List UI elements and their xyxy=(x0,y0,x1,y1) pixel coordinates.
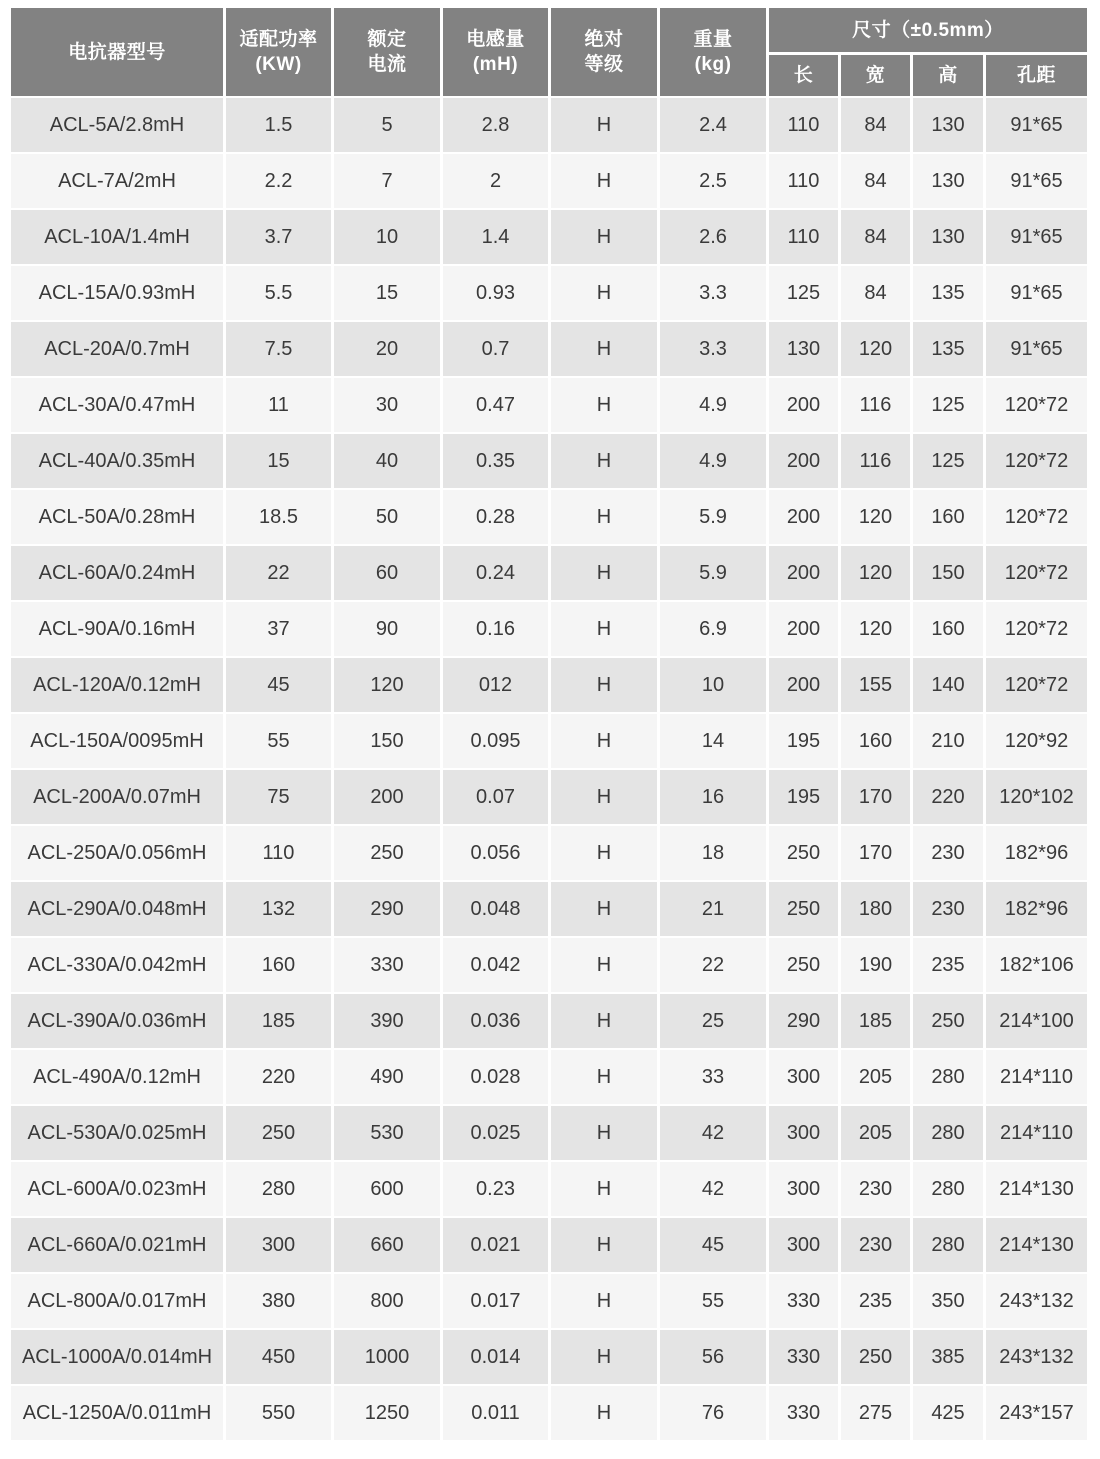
cell-hole-spacing: 214*100 xyxy=(986,994,1087,1048)
cell-length: 200 xyxy=(769,378,838,432)
cell-model: ACL-40A/0.35mH xyxy=(11,434,223,488)
cell-hole-spacing: 120*72 xyxy=(986,378,1087,432)
cell-inductance: 0.036 xyxy=(443,994,548,1048)
cell-insulation: H xyxy=(551,1050,657,1104)
cell-model: ACL-150A/0095mH xyxy=(11,714,223,768)
cell-current: 40 xyxy=(334,434,440,488)
cell-power: 185 xyxy=(226,994,331,1048)
cell-height: 160 xyxy=(913,602,983,656)
cell-length: 200 xyxy=(769,434,838,488)
cell-width: 205 xyxy=(841,1050,910,1104)
cell-insulation: H xyxy=(551,826,657,880)
cell-height: 130 xyxy=(913,154,983,208)
cell-power: 11 xyxy=(226,378,331,432)
cell-hole-spacing: 120*72 xyxy=(986,490,1087,544)
cell-power: 2.2 xyxy=(226,154,331,208)
cell-width: 235 xyxy=(841,1274,910,1328)
cell-length: 200 xyxy=(769,602,838,656)
cell-length: 110 xyxy=(769,154,838,208)
cell-height: 385 xyxy=(913,1330,983,1384)
cell-insulation: H xyxy=(551,434,657,488)
cell-insulation: H xyxy=(551,1330,657,1384)
cell-current: 90 xyxy=(334,602,440,656)
cell-power: 5.5 xyxy=(226,266,331,320)
cell-power: 22 xyxy=(226,546,331,600)
cell-hole-spacing: 214*110 xyxy=(986,1050,1087,1104)
cell-weight: 5.9 xyxy=(660,546,766,600)
cell-model: ACL-330A/0.042mH xyxy=(11,938,223,992)
cell-length: 300 xyxy=(769,1050,838,1104)
cell-weight: 10 xyxy=(660,658,766,712)
cell-insulation: H xyxy=(551,490,657,544)
cell-length: 195 xyxy=(769,770,838,824)
cell-hole-spacing: 91*65 xyxy=(986,266,1087,320)
cell-height: 350 xyxy=(913,1274,983,1328)
cell-current: 20 xyxy=(334,322,440,376)
cell-width: 275 xyxy=(841,1386,910,1440)
header-dimensions xyxy=(769,8,1087,52)
cell-model: ACL-660A/0.021mH xyxy=(11,1218,223,1272)
cell-current: 250 xyxy=(334,826,440,880)
cell-hole-spacing: 182*96 xyxy=(986,826,1087,880)
cell-current: 600 xyxy=(334,1162,440,1216)
cell-power: 45 xyxy=(226,658,331,712)
cell-inductance: 0.014 xyxy=(443,1330,548,1384)
cell-current: 7 xyxy=(334,154,440,208)
cell-hole-spacing: 120*72 xyxy=(986,546,1087,600)
cell-power: 280 xyxy=(226,1162,331,1216)
cell-inductance: 0.24 xyxy=(443,546,548,600)
header-width-label: 宽 xyxy=(865,65,886,86)
header-length xyxy=(769,55,838,96)
cell-power: 110 xyxy=(226,826,331,880)
cell-length: 125 xyxy=(769,266,838,320)
cell-current: 290 xyxy=(334,882,440,936)
cell-power: 75 xyxy=(226,770,331,824)
cell-width: 155 xyxy=(841,658,910,712)
cell-current: 800 xyxy=(334,1274,440,1328)
cell-current: 5 xyxy=(334,98,440,152)
cell-width: 84 xyxy=(841,98,910,152)
cell-insulation: H xyxy=(551,882,657,936)
cell-weight: 45 xyxy=(660,1218,766,1272)
cell-model: ACL-20A/0.7mH xyxy=(11,322,223,376)
cell-weight: 16 xyxy=(660,770,766,824)
cell-inductance: 1.4 xyxy=(443,210,548,264)
cell-weight: 76 xyxy=(660,1386,766,1440)
cell-current: 60 xyxy=(334,546,440,600)
cell-width: 84 xyxy=(841,154,910,208)
cell-power: 160 xyxy=(226,938,331,992)
cell-insulation: H xyxy=(551,266,657,320)
cell-model: ACL-10A/1.4mH xyxy=(11,210,223,264)
cell-power: 300 xyxy=(226,1218,331,1272)
cell-current: 150 xyxy=(334,714,440,768)
cell-insulation: H xyxy=(551,938,657,992)
cell-height: 230 xyxy=(913,882,983,936)
cell-insulation: H xyxy=(551,210,657,264)
cell-power: 3.7 xyxy=(226,210,331,264)
header-weight xyxy=(660,8,766,96)
header-model xyxy=(11,8,223,96)
cell-height: 425 xyxy=(913,1386,983,1440)
cell-hole-spacing: 120*72 xyxy=(986,434,1087,488)
cell-width: 185 xyxy=(841,994,910,1048)
cell-hole-spacing: 120*72 xyxy=(986,602,1087,656)
cell-height: 135 xyxy=(913,266,983,320)
cell-hole-spacing: 91*65 xyxy=(986,154,1087,208)
cell-length: 330 xyxy=(769,1274,838,1328)
cell-hole-spacing: 214*110 xyxy=(986,1106,1087,1160)
cell-height: 280 xyxy=(913,1106,983,1160)
cell-model: ACL-7A/2mH xyxy=(11,154,223,208)
cell-current: 30 xyxy=(334,378,440,432)
cell-model: ACL-530A/0.025mH xyxy=(11,1106,223,1160)
cell-insulation: H xyxy=(551,602,657,656)
header-length-label: 长 xyxy=(793,65,814,86)
cell-model: ACL-200A/0.07mH xyxy=(11,770,223,824)
cell-hole-spacing: 243*157 xyxy=(986,1386,1087,1440)
cell-width: 180 xyxy=(841,882,910,936)
cell-current: 50 xyxy=(334,490,440,544)
cell-length: 330 xyxy=(769,1386,838,1440)
header-power xyxy=(226,8,331,96)
cell-width: 120 xyxy=(841,546,910,600)
cell-inductance: 0.042 xyxy=(443,938,548,992)
cell-power: 250 xyxy=(226,1106,331,1160)
cell-inductance: 0.35 xyxy=(443,434,548,488)
cell-weight: 56 xyxy=(660,1330,766,1384)
cell-power: 55 xyxy=(226,714,331,768)
cell-width: 190 xyxy=(841,938,910,992)
cell-inductance: 0.048 xyxy=(443,882,548,936)
cell-current: 1250 xyxy=(334,1386,440,1440)
header-model-label: 电抗器型号 xyxy=(68,41,166,63)
cell-width: 170 xyxy=(841,826,910,880)
cell-length: 300 xyxy=(769,1162,838,1216)
cell-hole-spacing: 214*130 xyxy=(986,1218,1087,1272)
cell-hole-spacing: 182*96 xyxy=(986,882,1087,936)
cell-hole-spacing: 243*132 xyxy=(986,1330,1087,1384)
cell-inductance: 0.23 xyxy=(443,1162,548,1216)
cell-hole-spacing: 120*72 xyxy=(986,658,1087,712)
cell-height: 220 xyxy=(913,770,983,824)
header-dimensions-label: 尺寸（±0.5mm） xyxy=(852,19,1004,41)
header-hole-spacing-label: 孔距 xyxy=(1016,65,1056,86)
cell-insulation: H xyxy=(551,1386,657,1440)
cell-insulation: H xyxy=(551,770,657,824)
cell-inductance: 2.8 xyxy=(443,98,548,152)
table-body xyxy=(11,98,1087,1440)
cell-model: ACL-290A/0.048mH xyxy=(11,882,223,936)
header-inductance-unit: (mH) xyxy=(472,54,519,75)
cell-power: 550 xyxy=(226,1386,331,1440)
cell-weight: 33 xyxy=(660,1050,766,1104)
cell-power: 15 xyxy=(226,434,331,488)
cell-insulation: H xyxy=(551,154,657,208)
cell-current: 530 xyxy=(334,1106,440,1160)
cell-height: 160 xyxy=(913,490,983,544)
cell-height: 235 xyxy=(913,938,983,992)
cell-inductance: 0.28 xyxy=(443,490,548,544)
cell-weight: 6.9 xyxy=(660,602,766,656)
cell-insulation: H xyxy=(551,1106,657,1160)
cell-current: 660 xyxy=(334,1218,440,1272)
cell-inductance: 0.07 xyxy=(443,770,548,824)
cell-current: 390 xyxy=(334,994,440,1048)
cell-inductance: 0.056 xyxy=(443,826,548,880)
cell-current: 490 xyxy=(334,1050,440,1104)
cell-width: 230 xyxy=(841,1162,910,1216)
cell-inductance: 0.93 xyxy=(443,266,548,320)
cell-weight: 18 xyxy=(660,826,766,880)
cell-inductance: 0.47 xyxy=(443,378,548,432)
cell-power: 7.5 xyxy=(226,322,331,376)
reactor-spec-table xyxy=(11,8,1087,1440)
cell-inductance: 0.095 xyxy=(443,714,548,768)
cell-width: 120 xyxy=(841,322,910,376)
cell-height: 140 xyxy=(913,658,983,712)
header-power-unit: (KW) xyxy=(255,54,302,75)
cell-inductance: 0.16 xyxy=(443,602,548,656)
cell-length: 300 xyxy=(769,1218,838,1272)
header-weight-unit: (kg) xyxy=(694,54,732,75)
cell-weight: 14 xyxy=(660,714,766,768)
header-insulation-label-line2: 等级 xyxy=(584,54,624,75)
cell-model: ACL-120A/0.12mH xyxy=(11,658,223,712)
cell-length: 200 xyxy=(769,490,838,544)
cell-insulation: H xyxy=(551,546,657,600)
cell-width: 250 xyxy=(841,1330,910,1384)
cell-insulation: H xyxy=(551,322,657,376)
cell-model: ACL-1250A/0.011mH xyxy=(11,1386,223,1440)
cell-power: 132 xyxy=(226,882,331,936)
cell-weight: 4.9 xyxy=(660,378,766,432)
cell-length: 200 xyxy=(769,546,838,600)
cell-model: ACL-1000A/0.014mH xyxy=(11,1330,223,1384)
header-power-label: 适配功率 xyxy=(239,29,318,50)
cell-height: 125 xyxy=(913,434,983,488)
cell-current: 120 xyxy=(334,658,440,712)
cell-insulation: H xyxy=(551,658,657,712)
cell-inductance: 0.028 xyxy=(443,1050,548,1104)
cell-hole-spacing: 243*132 xyxy=(986,1274,1087,1328)
cell-power: 37 xyxy=(226,602,331,656)
cell-inductance: 0.021 xyxy=(443,1218,548,1272)
cell-inductance: 012 xyxy=(443,658,548,712)
cell-width: 160 xyxy=(841,714,910,768)
header-hole-spacing xyxy=(986,55,1087,96)
cell-height: 210 xyxy=(913,714,983,768)
table-header xyxy=(11,8,1087,96)
header-width xyxy=(841,55,910,96)
cell-length: 195 xyxy=(769,714,838,768)
cell-inductance: 0.011 xyxy=(443,1386,548,1440)
cell-height: 130 xyxy=(913,98,983,152)
cell-insulation: H xyxy=(551,98,657,152)
cell-weight: 5.9 xyxy=(660,490,766,544)
cell-current: 10 xyxy=(334,210,440,264)
cell-height: 150 xyxy=(913,546,983,600)
header-height-label: 高 xyxy=(938,65,958,86)
cell-length: 250 xyxy=(769,882,838,936)
cell-hole-spacing: 91*65 xyxy=(986,98,1087,152)
cell-weight: 2.5 xyxy=(660,154,766,208)
cell-insulation: H xyxy=(551,714,657,768)
cell-current: 330 xyxy=(334,938,440,992)
cell-width: 170 xyxy=(841,770,910,824)
cell-height: 280 xyxy=(913,1218,983,1272)
cell-length: 290 xyxy=(769,994,838,1048)
cell-length: 200 xyxy=(769,658,838,712)
cell-height: 280 xyxy=(913,1050,983,1104)
cell-weight: 25 xyxy=(660,994,766,1048)
cell-length: 130 xyxy=(769,322,838,376)
cell-length: 250 xyxy=(769,826,838,880)
cell-insulation: H xyxy=(551,1162,657,1216)
cell-hole-spacing: 91*65 xyxy=(986,322,1087,376)
cell-hole-spacing: 214*130 xyxy=(986,1162,1087,1216)
cell-model: ACL-50A/0.28mH xyxy=(11,490,223,544)
cell-weight: 4.9 xyxy=(660,434,766,488)
header-inductance-label: 电感量 xyxy=(466,29,525,50)
cell-length: 110 xyxy=(769,210,838,264)
cell-inductance: 0.025 xyxy=(443,1106,548,1160)
cell-weight: 21 xyxy=(660,882,766,936)
cell-width: 116 xyxy=(841,434,910,488)
header-insulation-label-line1: 绝对 xyxy=(584,29,624,50)
cell-width: 116 xyxy=(841,378,910,432)
cell-length: 300 xyxy=(769,1106,838,1160)
cell-power: 1.5 xyxy=(226,98,331,152)
cell-length: 250 xyxy=(769,938,838,992)
header-insulation xyxy=(551,8,657,96)
cell-model: ACL-30A/0.47mH xyxy=(11,378,223,432)
cell-height: 230 xyxy=(913,826,983,880)
cell-inductance: 2 xyxy=(443,154,548,208)
cell-hole-spacing: 91*65 xyxy=(986,210,1087,264)
header-inductance xyxy=(443,8,548,96)
cell-model: ACL-800A/0.017mH xyxy=(11,1274,223,1328)
cell-width: 230 xyxy=(841,1218,910,1272)
cell-hole-spacing: 182*106 xyxy=(986,938,1087,992)
cell-weight: 55 xyxy=(660,1274,766,1328)
header-current xyxy=(334,8,440,96)
cell-model: ACL-250A/0.056mH xyxy=(11,826,223,880)
cell-insulation: H xyxy=(551,378,657,432)
cell-inductance: 0.017 xyxy=(443,1274,548,1328)
cell-model: ACL-390A/0.036mH xyxy=(11,994,223,1048)
cell-height: 135 xyxy=(913,322,983,376)
cell-current: 200 xyxy=(334,770,440,824)
cell-model: ACL-600A/0.023mH xyxy=(11,1162,223,1216)
cell-width: 120 xyxy=(841,602,910,656)
cell-insulation: H xyxy=(551,1218,657,1272)
cell-height: 125 xyxy=(913,378,983,432)
cell-weight: 3.3 xyxy=(660,266,766,320)
cell-current: 1000 xyxy=(334,1330,440,1384)
header-height xyxy=(913,55,983,96)
cell-power: 18.5 xyxy=(226,490,331,544)
cell-weight: 2.6 xyxy=(660,210,766,264)
cell-hole-spacing: 120*92 xyxy=(986,714,1087,768)
cell-inductance: 0.7 xyxy=(443,322,548,376)
header-current-label-line2: 电流 xyxy=(367,54,407,75)
cell-width: 205 xyxy=(841,1106,910,1160)
cell-model: ACL-490A/0.12mH xyxy=(11,1050,223,1104)
cell-weight: 3.3 xyxy=(660,322,766,376)
cell-model: ACL-60A/0.24mH xyxy=(11,546,223,600)
cell-length: 110 xyxy=(769,98,838,152)
cell-hole-spacing: 120*102 xyxy=(986,770,1087,824)
cell-height: 250 xyxy=(913,994,983,1048)
cell-power: 220 xyxy=(226,1050,331,1104)
cell-model: ACL-90A/0.16mH xyxy=(11,602,223,656)
cell-weight: 2.4 xyxy=(660,98,766,152)
header-weight-label: 重量 xyxy=(693,29,733,50)
cell-weight: 42 xyxy=(660,1106,766,1160)
header-current-label-line1: 额定 xyxy=(367,29,407,50)
cell-height: 130 xyxy=(913,210,983,264)
cell-weight: 42 xyxy=(660,1162,766,1216)
cell-model: ACL-5A/2.8mH xyxy=(11,98,223,152)
cell-current: 15 xyxy=(334,266,440,320)
cell-model: ACL-15A/0.93mH xyxy=(11,266,223,320)
cell-insulation: H xyxy=(551,1274,657,1328)
cell-power: 450 xyxy=(226,1330,331,1384)
cell-insulation: H xyxy=(551,994,657,1048)
cell-width: 120 xyxy=(841,490,910,544)
cell-length: 330 xyxy=(769,1330,838,1384)
cell-height: 280 xyxy=(913,1162,983,1216)
cell-weight: 22 xyxy=(660,938,766,992)
cell-width: 84 xyxy=(841,210,910,264)
cell-width: 84 xyxy=(841,266,910,320)
cell-power: 380 xyxy=(226,1274,331,1328)
